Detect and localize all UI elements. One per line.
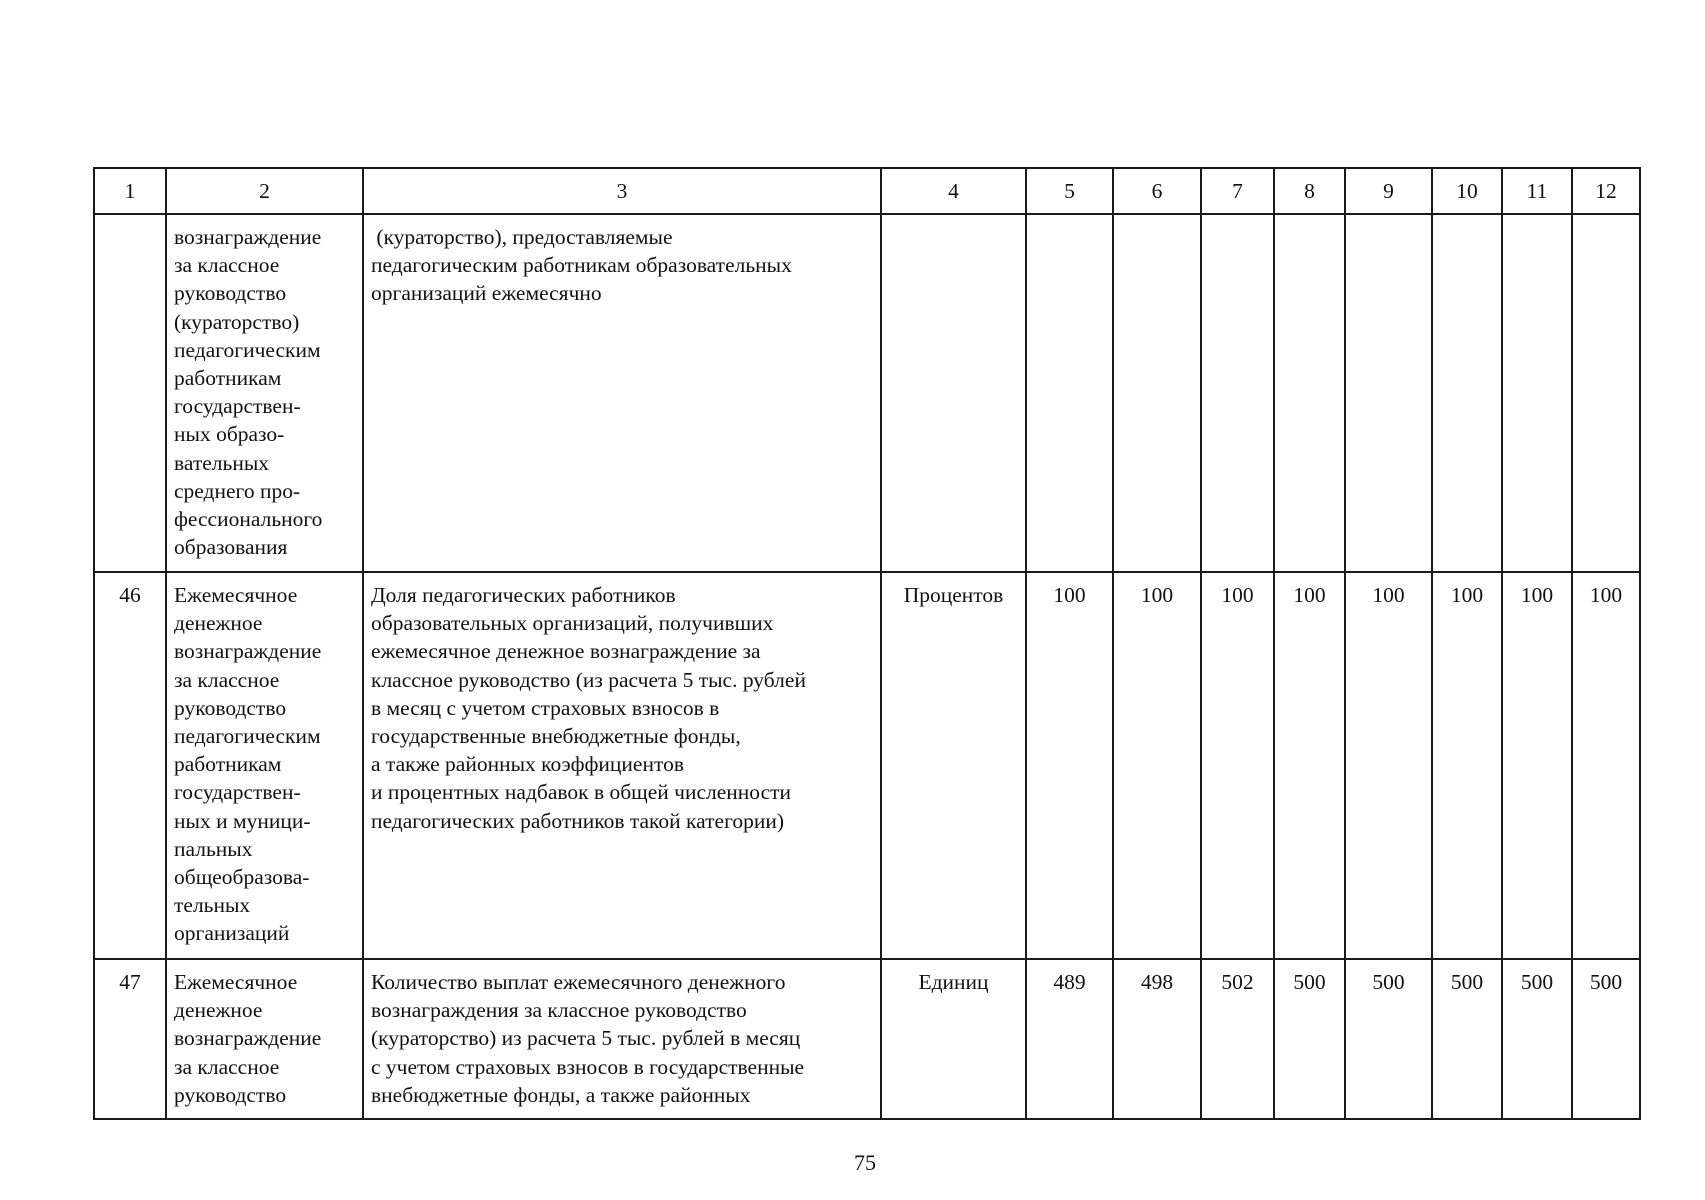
value-cell bbox=[1572, 214, 1640, 572]
table-row bbox=[94, 959, 1640, 1119]
value-cell: 500 bbox=[1572, 959, 1640, 1119]
value-cell bbox=[1432, 214, 1502, 572]
header-cell: 9 bbox=[1345, 168, 1432, 214]
description-cell bbox=[363, 959, 881, 1119]
header-cell: 5 bbox=[1026, 168, 1113, 214]
indicator-line: руководство bbox=[174, 281, 287, 306]
value-cell: 498 bbox=[1113, 959, 1201, 1119]
description-line: педагогическим работникам образовательных bbox=[371, 253, 792, 278]
indicator-line: вознаграждение bbox=[174, 1026, 322, 1051]
indicator-line: денежное bbox=[174, 611, 263, 636]
indicator-line: вознаграждение bbox=[174, 225, 322, 249]
value-cell: 100 bbox=[1502, 572, 1572, 959]
value-cell: 100 bbox=[1432, 572, 1502, 959]
value-cell bbox=[1502, 214, 1572, 572]
description-line: ежемесячное денежное вознаграждение за bbox=[371, 639, 761, 664]
indicator-line: педагогическим bbox=[174, 724, 321, 749]
description-line: образовательных организаций, получивших bbox=[371, 611, 774, 636]
indicator-line: Ежемесячное bbox=[174, 970, 298, 994]
value-cell: 100 bbox=[1274, 572, 1345, 959]
table-row bbox=[94, 214, 1640, 572]
value-cell: 500 bbox=[1345, 959, 1432, 1119]
unit-cell bbox=[881, 214, 1026, 572]
indicator-line: общеобразова- bbox=[174, 865, 310, 890]
header-cell: 1 bbox=[94, 168, 166, 214]
indicator-line: за классное bbox=[174, 667, 280, 692]
description-line: Количество выплат ежемесячного денежного bbox=[371, 970, 786, 994]
description-line: педагогических работников такой категории) bbox=[371, 808, 785, 833]
value-cell: 489 bbox=[1026, 959, 1113, 1119]
indicator-line: государствен- bbox=[174, 780, 301, 805]
value-cell: 100 bbox=[1026, 572, 1113, 959]
description-line: и процентных надбавок в общей численности bbox=[371, 780, 792, 805]
indicator-line: организаций bbox=[174, 921, 290, 946]
row-number-cell bbox=[94, 214, 166, 572]
row-number-cell: 46 bbox=[94, 572, 166, 959]
indicator-name-cell bbox=[166, 572, 363, 959]
value-cell: 500 bbox=[1502, 959, 1572, 1119]
indicator-line: руководство bbox=[174, 1082, 287, 1107]
unit-cell: Единиц bbox=[881, 959, 1026, 1119]
header-cell: 3 bbox=[363, 168, 881, 214]
description-line: а также районных коэффициентов bbox=[371, 752, 684, 777]
header-row bbox=[94, 168, 1640, 214]
header-cell: 4 bbox=[881, 168, 1026, 214]
indicator-line: фессионального bbox=[174, 507, 323, 532]
value-cell bbox=[1201, 214, 1274, 572]
header-cell: 12 bbox=[1572, 168, 1640, 214]
description-line: с учетом страховых взносов в государственные bbox=[371, 1054, 805, 1079]
indicator-line: вознаграждение bbox=[174, 639, 322, 664]
unit-cell: Процентов bbox=[881, 572, 1026, 959]
value-cell: 502 bbox=[1201, 959, 1274, 1119]
value-cell bbox=[1113, 214, 1201, 572]
description-line: внебюджетные фонды, а также районных bbox=[371, 1082, 751, 1107]
value-cell: 500 bbox=[1274, 959, 1345, 1119]
header-cell: 8 bbox=[1274, 168, 1345, 214]
indicator-line: (кураторство) bbox=[174, 309, 300, 334]
indicator-line: за классное bbox=[174, 1054, 280, 1079]
indicator-line: вательных bbox=[174, 450, 270, 475]
indicator-line: образования bbox=[174, 535, 288, 560]
description-line: классное руководство (из расчета 5 тыс. рублей bbox=[371, 667, 806, 692]
description-cell bbox=[363, 572, 881, 959]
indicator-line: ных и муници- bbox=[174, 808, 311, 833]
indicator-line: Ежемесячное bbox=[174, 583, 298, 607]
header-cell: 7 bbox=[1201, 168, 1274, 214]
description-line: (кураторство), предоставляемые bbox=[371, 225, 673, 249]
indicator-line: среднего про- bbox=[174, 478, 301, 503]
value-cell: 100 bbox=[1345, 572, 1432, 959]
value-cell bbox=[1026, 214, 1113, 572]
indicator-line: за классное bbox=[174, 253, 280, 278]
header-cell: 10 bbox=[1432, 168, 1502, 214]
description-line: (кураторство) из расчета 5 тыс. рублей в месяц bbox=[371, 1026, 801, 1051]
description-line: вознаграждения за классное руководство bbox=[371, 998, 747, 1023]
indicator-line: пальных bbox=[174, 836, 253, 861]
indicator-line: ных образо- bbox=[174, 422, 285, 447]
indicator-line: работникам bbox=[174, 752, 282, 777]
description-line: государственные внебюджетные фонды, bbox=[371, 724, 741, 749]
indicator-line: тельных bbox=[174, 893, 251, 918]
table-row bbox=[94, 572, 1640, 959]
value-cell: 500 bbox=[1432, 959, 1502, 1119]
value-cell: 100 bbox=[1113, 572, 1201, 959]
indicator-line: работникам bbox=[174, 366, 282, 391]
indicator-line: государствен- bbox=[174, 394, 301, 419]
description-line: в месяц с учетом страховых взносов в bbox=[371, 695, 720, 720]
description-line: организаций ежемесячно bbox=[371, 281, 602, 306]
indicator-name-cell bbox=[166, 959, 363, 1119]
indicator-line: денежное bbox=[174, 998, 263, 1023]
value-cell: 100 bbox=[1572, 572, 1640, 959]
description-line: Доля педагогических работников bbox=[371, 583, 676, 607]
indicator-name-cell bbox=[166, 214, 363, 572]
header-cell: 2 bbox=[166, 168, 363, 214]
value-cell bbox=[1274, 214, 1345, 572]
value-cell: 100 bbox=[1201, 572, 1274, 959]
description-cell bbox=[363, 214, 881, 572]
indicators-table bbox=[93, 167, 1641, 1120]
header-cell: 11 bbox=[1502, 168, 1572, 214]
value-cell bbox=[1345, 214, 1432, 572]
indicator-line: педагогическим bbox=[174, 337, 321, 362]
indicator-line: руководство bbox=[174, 695, 287, 720]
page-number: 75 bbox=[854, 1150, 876, 1175]
header-cell: 6 bbox=[1113, 168, 1201, 214]
row-number-cell: 47 bbox=[94, 959, 166, 1119]
